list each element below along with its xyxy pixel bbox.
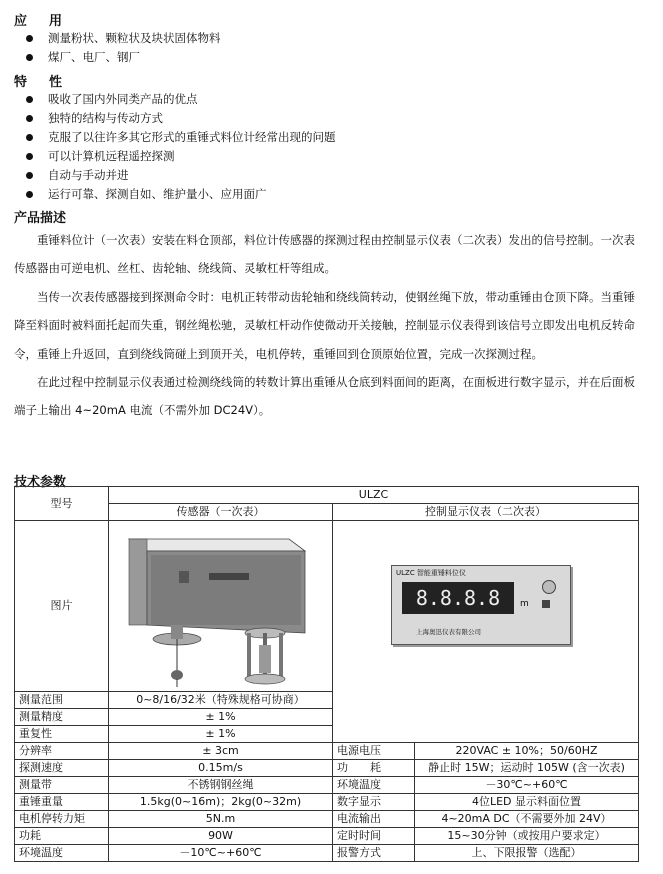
- list-item: 独特的结构与传动方式: [24, 109, 336, 128]
- paragraph: 重锤料位计（一次表）安装在料仓顶部，料位计传感器的探测过程由控制显示仪表（二次表）发出的信号控制。一次表传感器由可逆电机、丝杠、齿轮轴、绕线筒、灵敏杠杆等组成。: [14, 233, 635, 276]
- row-value: －10℃~+60℃: [109, 845, 333, 862]
- display-photo-cell: [333, 521, 639, 743]
- row-label-2: 功 耗: [333, 760, 415, 777]
- row-value: 90W: [109, 828, 333, 845]
- paragraph: 在此过程中控制显示仪表通过检测绕线筒的转数计算出重锤从仓底到料面间的距离，在面板进行数字显示，并在后面板端子上输出 4~20mA 电流（不需外加 DC24V）。: [14, 375, 635, 418]
- paragraph: 当传一次表传感器接到探测命令时：电机正转带动齿轮轴和绕线筒转动，使钢丝绳下放，带动重锤由仓顶下降。当重锤降至料面时被料面托起而失重，钢丝绳松驰，灵敏杠杆动作使微动开关接触，控制显示仪表得到该信号立即发出电机反转命令，重锤上升返回，直到绕线筒碰上到顶开关，电机停转，重锤回到仓顶原始位置，完成一次探测过程。: [14, 289, 635, 361]
- section-title-application: 应用: [14, 14, 85, 29]
- row-value: 5N.m: [109, 811, 333, 828]
- row-value-2: 静止时 15W；运动时 105W (含一次表): [415, 760, 639, 777]
- table-row: [15, 521, 639, 692]
- row-label: 探测速度: [15, 760, 109, 777]
- table-row: [15, 760, 639, 777]
- row-value-2: 220VAC ± 10%；50/60HZ: [415, 743, 639, 760]
- list-item: 自动与手动并进: [24, 166, 336, 185]
- row-label: 测量精度: [15, 709, 109, 726]
- bullet-icon: [26, 54, 33, 61]
- bullet-icon: [26, 191, 33, 198]
- panel-brand: 上海奥迅仪表有限公司: [416, 628, 481, 636]
- display-header: 控制显示仪表（二次表）: [333, 504, 639, 521]
- section-title-features: 特性: [14, 75, 85, 90]
- row-value-2: －30℃~+60℃: [415, 777, 639, 794]
- panel-led: [542, 600, 550, 608]
- led-display: 8.8.8.8: [402, 582, 514, 614]
- row-label-2: 报警方式: [333, 845, 415, 862]
- row-value: ± 3cm: [109, 743, 333, 760]
- list-item: 煤厂、电厂、钢厂: [24, 48, 221, 67]
- table-row: [15, 504, 639, 521]
- sensor-photo-cell: [109, 521, 333, 692]
- sensor-photo: [109, 521, 333, 691]
- model-value: ULZC: [109, 487, 639, 504]
- row-label-2: 环境温度: [333, 777, 415, 794]
- row-value: 1.5kg(0~16m)；2kg(0~32m): [109, 794, 333, 811]
- row-value: 0.15m/s: [109, 760, 333, 777]
- panel-label: ULZC 智能重锤料位仪: [396, 569, 466, 577]
- display-panel: [391, 565, 571, 645]
- row-label: 分辨率: [15, 743, 109, 760]
- row-value-2: 4~20mA DC（不需要外加 24V）: [415, 811, 639, 828]
- row-value-2: 上、下限报警（选配）: [415, 845, 639, 862]
- row-value: ± 1%: [109, 709, 333, 726]
- row-label: 重复性: [15, 726, 109, 743]
- row-label: 测量范围: [15, 692, 109, 709]
- table-row: [15, 794, 639, 811]
- table-row: [15, 811, 639, 828]
- section-title-description: 产品描述: [14, 211, 67, 226]
- bullet-icon: [26, 172, 33, 179]
- row-value-2: 15~30分钟（或按用户要求定）: [415, 828, 639, 845]
- row-label-2: 数字显示: [333, 794, 415, 811]
- row-label: 环境温度: [15, 845, 109, 862]
- bullet-icon: [26, 35, 33, 42]
- row-value: ± 1%: [109, 726, 333, 743]
- bullet-icon: [26, 115, 33, 122]
- row-label: 电机停转力矩: [15, 811, 109, 828]
- panel-knob: [542, 580, 556, 594]
- row-label: 重锤重量: [15, 794, 109, 811]
- row-label-2: 电流输出: [333, 811, 415, 828]
- table-row: [15, 828, 639, 845]
- row-value: 不锈钢钢丝绳: [109, 777, 333, 794]
- row-label: 测量带: [15, 777, 109, 794]
- panel-unit: m: [520, 599, 529, 609]
- sensor-header: 传感器（一次表）: [109, 504, 333, 521]
- list-item: 可以计算机远程遥控探测: [24, 147, 336, 166]
- list-item: 克服了以往许多其它形式的重锤式料位计经常出现的问题: [24, 128, 336, 147]
- list-item: 吸收了国内外同类产品的优点: [24, 90, 336, 109]
- bullet-icon: [26, 96, 33, 103]
- list-item: 测量粉状、颗粒状及块状固体物料: [24, 29, 221, 48]
- application-list: [24, 29, 221, 67]
- table-row: [15, 743, 639, 760]
- row-value-2: 4位LED 显示料面位置: [415, 794, 639, 811]
- description-body: [14, 226, 638, 425]
- table-row: [15, 845, 639, 862]
- features-list: [24, 90, 336, 204]
- row-label: 功耗: [15, 828, 109, 845]
- table-row: [15, 487, 639, 504]
- picture-label: 图片: [15, 521, 109, 692]
- table-row: [15, 777, 639, 794]
- bullet-icon: [26, 134, 33, 141]
- row-label-2: 定时时间: [333, 828, 415, 845]
- list-item: 运行可靠、探测自如、维护量小、应用面广: [24, 185, 336, 204]
- row-value: 0~8/16/32米（特殊规格可协商）: [109, 692, 333, 709]
- model-label: 型号: [15, 487, 109, 521]
- spec-table: [14, 486, 639, 862]
- row-label-2: 电源电压: [333, 743, 415, 760]
- section-title-specs: 技术参数: [14, 475, 67, 490]
- bullet-icon: [26, 153, 33, 160]
